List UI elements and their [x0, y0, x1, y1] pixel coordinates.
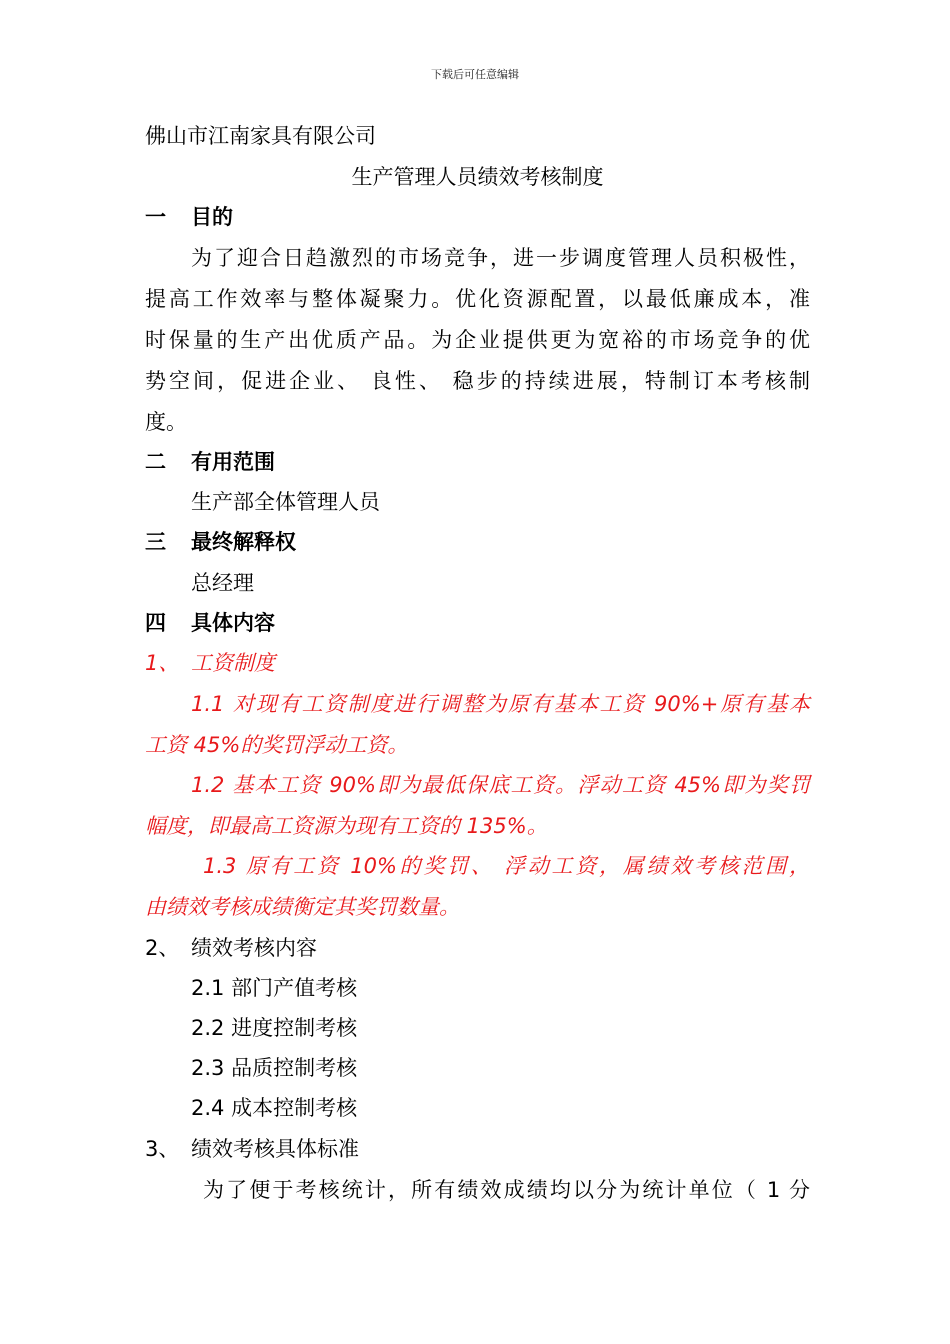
subsection-title: 工资制度	[191, 651, 275, 675]
subsection-3-heading	[145, 1135, 810, 1163]
section-number: 一	[145, 205, 166, 229]
section-title: 具体内容	[191, 611, 275, 635]
clause-line: 1.2 基本工资 90%即为最低保底工资。浮动工资 45%即为奖罚	[191, 773, 810, 797]
clause-line: 幅度，即最高工资源为现有工资的 135%。	[145, 814, 548, 838]
paragraph-line: 度。	[145, 410, 187, 434]
section-4-heading	[145, 609, 810, 637]
company-name: 佛山市江南家具有限公司	[145, 124, 376, 148]
subsection-title: 绩效考核具体标准	[191, 1137, 359, 1161]
clause-line: 工资 45%的奖罚浮动工资。	[145, 733, 409, 757]
subsection-1-heading	[145, 649, 810, 677]
list-item: 2.1 部门产值考核	[191, 976, 358, 1000]
subsection-number: 2、	[145, 936, 180, 960]
section-number: 三	[145, 530, 166, 554]
paragraph-line: 为了便于考核统计，所有绩效成绩均以分为统计单位（ 1 分	[203, 1178, 810, 1202]
document-title: 生产管理人员绩效考核制度	[351, 165, 604, 189]
section-2-body: 生产部全体管理人员	[191, 490, 380, 514]
paragraph-line: 提高工作效率与整体凝聚力。优化资源配置，以最低廉成本，准	[145, 287, 810, 311]
header-note: 下载后可任意编辑	[431, 68, 519, 81]
subsection-title: 绩效考核内容	[191, 936, 317, 960]
clause-line: 由绩效考核成绩衡定其奖罚数量。	[145, 895, 460, 919]
subsection-number: 3、	[145, 1137, 180, 1161]
list-item: 2.4 成本控制考核	[191, 1096, 358, 1120]
section-2-heading	[145, 448, 810, 476]
subsection-2-heading	[145, 934, 810, 962]
paragraph-line: 势空间，促进企业、 良性、 稳步的持续进展，特制订本考核制	[145, 369, 810, 393]
list-item: 2.3 品质控制考核	[191, 1056, 358, 1080]
section-1-heading	[145, 203, 810, 231]
section-number: 四	[145, 611, 166, 635]
paragraph-line: 时保量的生产出优质产品。为企业提供更为宽裕的市场竞争的优	[145, 328, 810, 352]
section-title: 目的	[191, 205, 233, 229]
section-title: 最终解释权	[191, 530, 296, 554]
subsection-number: 1、	[145, 651, 180, 675]
clause-line: 1.3 原有工资 10%的奖罚、 浮动工资，属绩效考核范围，	[203, 854, 810, 878]
section-title: 有用范围	[191, 450, 275, 474]
paragraph-line: 为了迎合日趋激烈的市场竞争，进一步调度管理人员积极性，	[191, 246, 810, 270]
section-3-body: 总经理	[191, 571, 254, 595]
list-item: 2.2 进度控制考核	[191, 1016, 358, 1040]
section-3-heading	[145, 528, 810, 556]
section-number: 二	[145, 450, 166, 474]
clause-line: 1.1 对现有工资制度进行调整为原有基本工资 90%+原有基本	[191, 692, 810, 716]
